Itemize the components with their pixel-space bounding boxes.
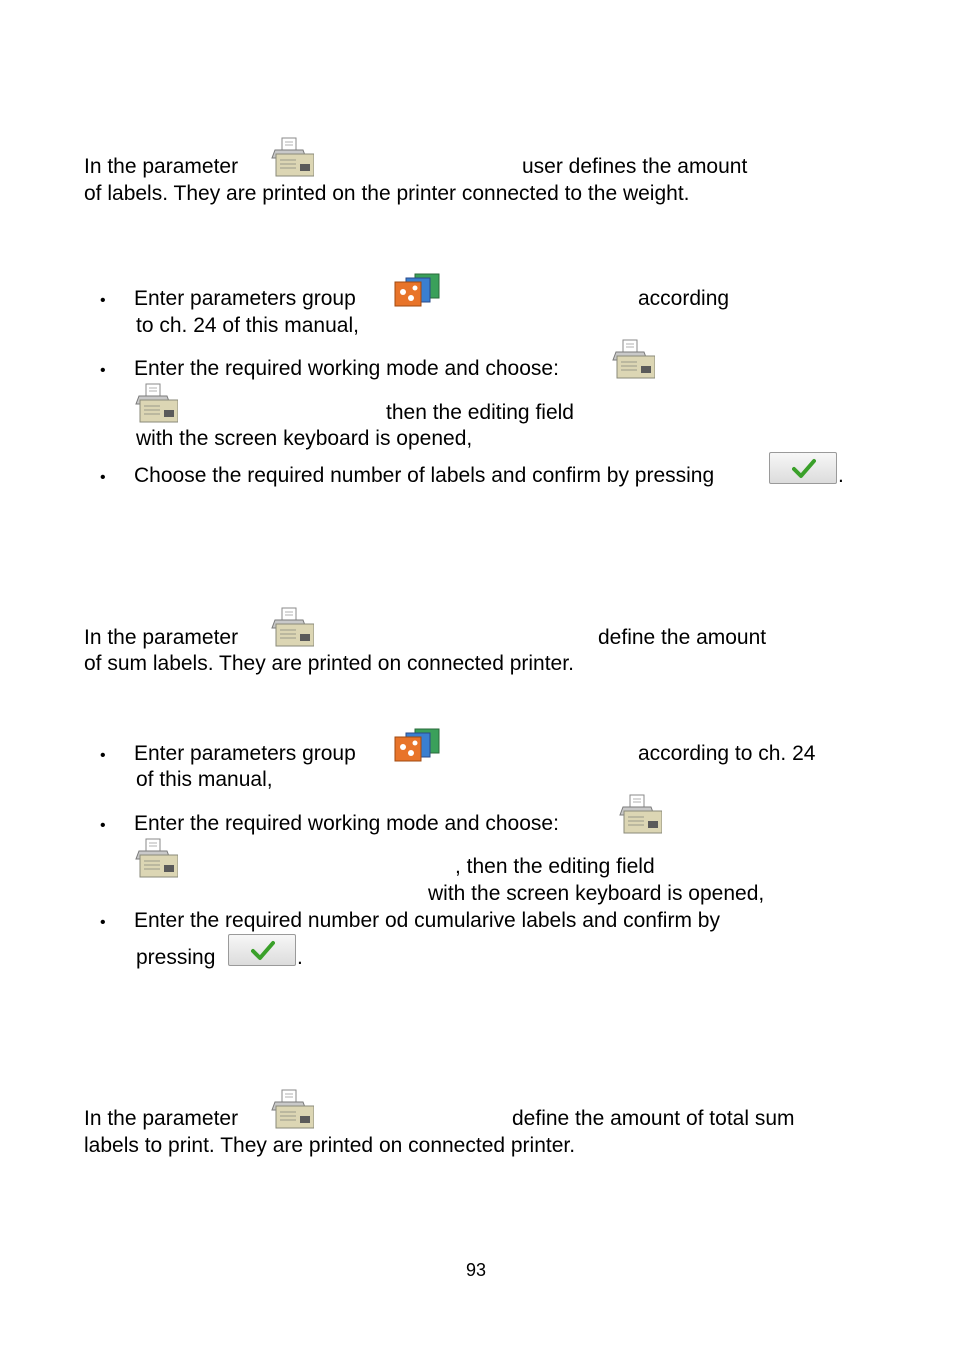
section1-step2-text-a: Enter the required working mode and choose: xyxy=(134,357,559,380)
bullet: • xyxy=(100,362,106,379)
section2-step3-text-b: pressing xyxy=(136,946,216,969)
parameters-group-icon xyxy=(393,272,443,308)
section1-step1-text-a: Enter parameters group xyxy=(134,287,356,310)
bullet: • xyxy=(100,817,106,834)
section2-step1-text-c: of this manual, xyxy=(136,768,273,791)
section2-step1-text-a: Enter parameters group xyxy=(134,742,356,765)
printer-icon xyxy=(270,1088,314,1130)
printer-icon xyxy=(134,382,178,424)
section2-intro-text-c: of sum labels. They are printed on connected printer. xyxy=(84,652,574,675)
printer-icon xyxy=(134,837,178,879)
section3-intro-text-c: labels to print. They are printed on connected printer. xyxy=(84,1134,576,1157)
bullet: • xyxy=(100,292,106,309)
section2-step3-text-a: Enter the required number od cumularive labels and confirm by xyxy=(134,909,720,932)
section1-step3-end: . xyxy=(838,464,844,487)
section1-intro-text-c: of labels. They are printed on the printer connected to the weight. xyxy=(84,182,690,205)
section2-intro-text-b: define the amount xyxy=(598,626,767,649)
section1-intro-text-a: In the parameter xyxy=(84,155,239,178)
printer-icon xyxy=(270,606,314,648)
bullet: • xyxy=(100,469,106,486)
parameters-group-icon xyxy=(393,727,443,763)
printer-icon xyxy=(611,338,655,380)
printer-icon xyxy=(270,136,314,178)
checkmark-icon xyxy=(251,939,275,961)
section2-step3-end: . xyxy=(297,946,303,969)
section1-step1-text-b: according xyxy=(638,287,730,310)
section2-step2-text-c: with the screen keyboard is opened, xyxy=(428,882,765,905)
ok-button[interactable] xyxy=(228,934,296,966)
section1-step2-text-c: with the screen keyboard is opened, xyxy=(136,427,473,450)
section1-step3-text: Choose the required number of labels and confirm by pressing xyxy=(134,464,715,487)
section2-step2-text-b: , then the editing field xyxy=(455,855,655,878)
section1-step1-text-c: to ch. 24 of this manual, xyxy=(136,314,359,337)
section2-intro-text-a: In the parameter xyxy=(84,626,239,649)
section1-step2-text-b: then the editing field xyxy=(386,401,574,424)
section3-intro-text-b: define the amount of total sum xyxy=(512,1107,795,1130)
checkmark-icon xyxy=(792,457,816,479)
bullet: • xyxy=(100,914,106,931)
printer-icon xyxy=(618,793,662,835)
section1-intro-text-b: user defines the amount xyxy=(522,155,748,178)
bullet: • xyxy=(100,747,106,764)
section2-step1-text-b: according to ch. 24 xyxy=(638,742,816,765)
section2-step2-text-a: Enter the required working mode and choose: xyxy=(134,812,559,835)
ok-button[interactable] xyxy=(769,452,837,484)
section3-intro-text-a: In the parameter xyxy=(84,1107,239,1130)
page-number: 93 xyxy=(466,1260,487,1280)
